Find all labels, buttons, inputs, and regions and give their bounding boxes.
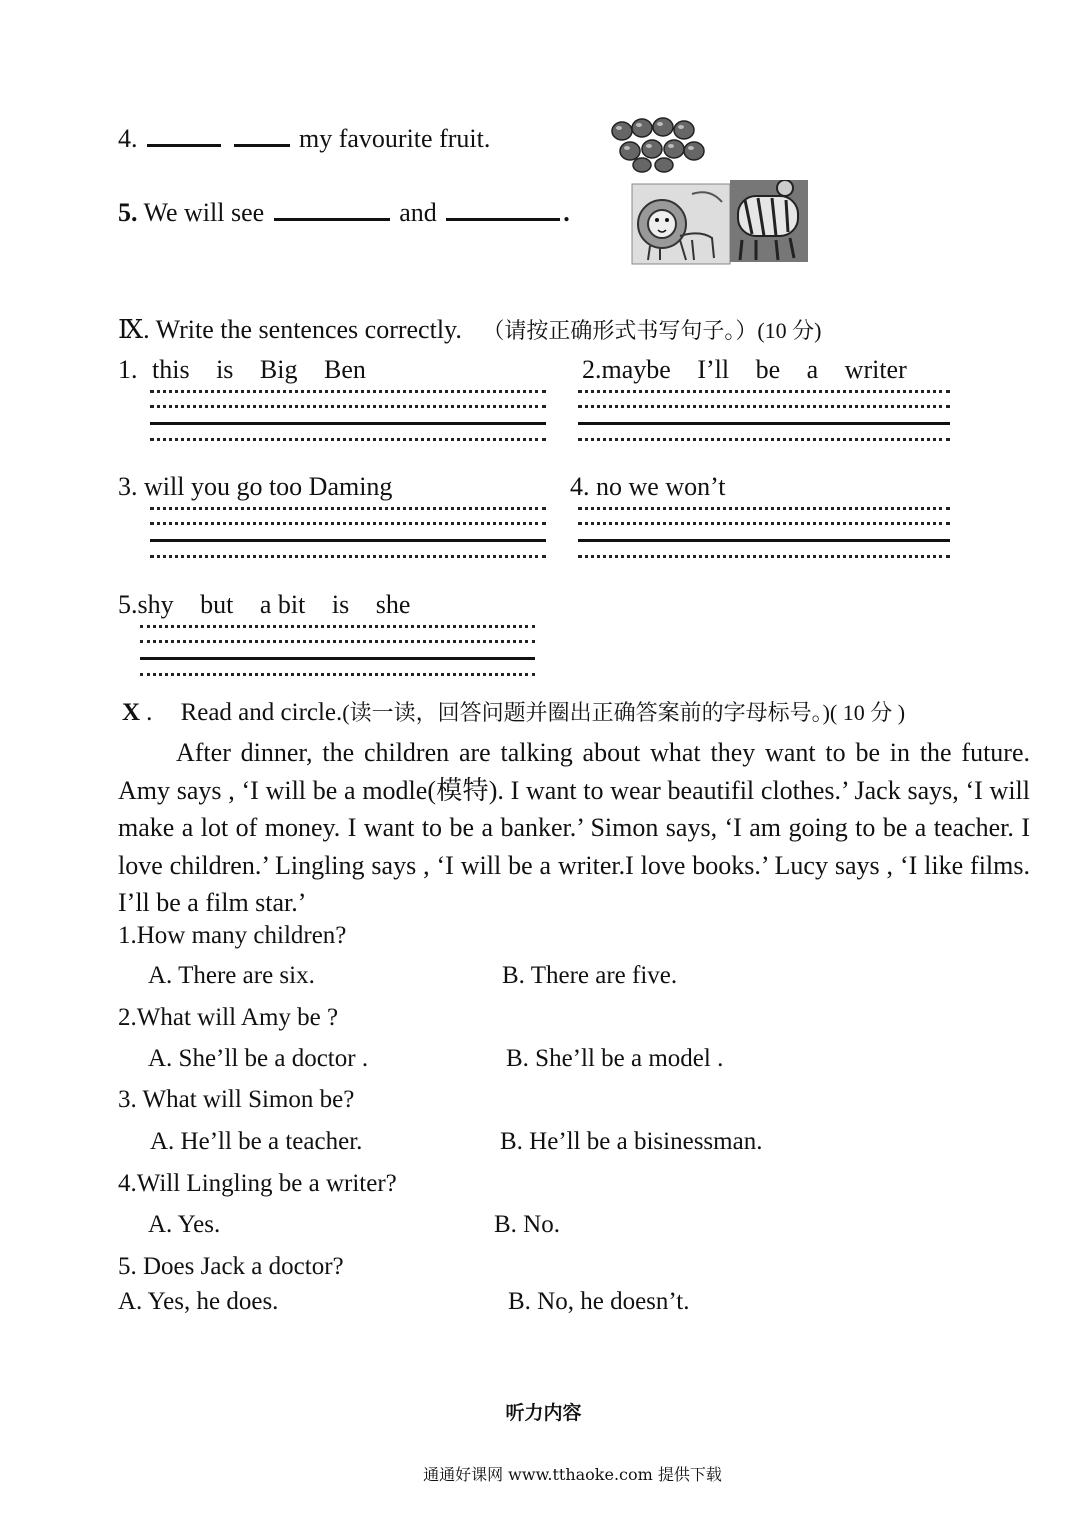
question-4: 4.Will Lingling be a writer? — [118, 1170, 397, 1197]
write-item-4-number: 4. — [570, 472, 590, 501]
q5-line — [118, 198, 570, 228]
q5-blank-1[interactable] — [274, 200, 390, 221]
word: is — [216, 355, 234, 384]
q4-text: my favourite fruit. — [299, 124, 491, 153]
listening-title: 听力内容 — [505, 1402, 582, 1424]
write-item-5 — [118, 590, 410, 620]
question-1: 1.How many children? — [118, 922, 347, 949]
section10-instruction-cn: (读一读，回答问题并圈出正确答案前的字母标号。)( 10 分 ) — [342, 700, 906, 725]
option-2a[interactable]: A. She’ll be a doctor . — [148, 1045, 369, 1072]
word: I’ll — [697, 355, 730, 384]
option-5a[interactable]: A. Yes, he does. — [118, 1288, 279, 1315]
word: shy — [137, 590, 174, 619]
option-4a[interactable]: A. Yes. — [148, 1211, 221, 1238]
word: but — [200, 590, 234, 619]
write-item-1-number: 1. — [118, 355, 138, 384]
write-item-3-number: 3. — [118, 472, 138, 501]
option-1b[interactable]: B. There are five. — [502, 962, 678, 989]
option-3a[interactable]: A. He’ll be a teacher. — [150, 1128, 363, 1155]
passage-text: After dinner, the children are talking about what they want to be in the future. Amy says , ‘I will be a modle(模特). I want to wear beautifil clothes.’ Jack says, ‘I will make a lot of money. I want to be a banker.’ Simon says, ‘I am going to be a teacher. I love children.’ Lingling says , ‘I will be a writer.I love books.’ Lucy says , ‘I like films. I’ll be a film star.’ — [118, 738, 1030, 918]
word: maybe — [601, 355, 671, 384]
write-item-5-number: 5. — [118, 590, 138, 619]
q4-blank-2[interactable] — [234, 126, 290, 147]
section10-title: Read and circle. — [180, 699, 343, 726]
word: a bit — [259, 590, 306, 619]
section9-title: . Write the sentences correctly. — [143, 315, 462, 344]
option-4b[interactable]: B. No. — [494, 1211, 560, 1238]
q4-number: 4. — [118, 124, 138, 153]
write-item-2 — [582, 355, 907, 385]
option-5b[interactable]: B. No, he doesn’t. — [508, 1288, 690, 1315]
option-1a[interactable]: A. There are six. — [148, 962, 315, 989]
question-3: 3. What will Simon be? — [118, 1086, 355, 1113]
word: be — [755, 355, 781, 384]
question-2: 2.What will Amy be ? — [118, 1004, 339, 1031]
word: a — [806, 355, 819, 384]
writing-lines-1[interactable] — [150, 390, 546, 446]
option-3b[interactable]: B. He’ll be a bisinessman. — [500, 1128, 763, 1155]
word: she — [375, 590, 411, 619]
writing-lines-5[interactable] — [140, 625, 535, 681]
section9-heading — [118, 314, 822, 345]
writing-lines-2[interactable] — [578, 390, 950, 446]
write-item-3 — [118, 472, 392, 502]
word: is — [331, 590, 350, 619]
word: Big — [259, 355, 298, 384]
footer-text: 通通好课网 www.tthaoke.com 提供下载 — [423, 1465, 722, 1484]
section10-heading: X . Read and circle.(读一读，回答问题并圈出正确答案前的字母标号。)( 10 分 ) — [122, 699, 906, 726]
q5-blank-2[interactable] — [446, 200, 560, 221]
word: writer — [844, 355, 907, 384]
q4-blank-1[interactable] — [147, 126, 221, 147]
q5-text-pre: We will see — [143, 198, 265, 227]
question-5: 5. Does Jack a doctor? — [118, 1253, 344, 1280]
q5-number: 5. — [118, 198, 138, 227]
writing-lines-4[interactable] — [578, 507, 950, 563]
q4-line — [118, 124, 490, 154]
writing-lines-3[interactable] — [150, 507, 546, 563]
write-item-4 — [570, 472, 726, 502]
word: Ben — [324, 355, 366, 384]
q5-text-mid: and — [399, 198, 437, 227]
write-item-2-number: 2. — [582, 355, 602, 384]
section9-number: Ⅸ — [118, 315, 144, 344]
reading-passage — [118, 734, 1030, 922]
lion-tiger-picture — [630, 180, 810, 266]
section10-number: X — [122, 699, 141, 726]
option-2b[interactable]: B. She’ll be a model . — [506, 1045, 724, 1072]
write-item-1 — [118, 355, 366, 385]
write-item-4-text: no we won’t — [596, 472, 726, 501]
section9-instruction-cn: （请按正确形式书写句子。）(10 分) — [482, 318, 822, 343]
word: this — [152, 355, 190, 384]
q5-period: . — [563, 198, 570, 227]
write-item-3-text: will you go too Daming — [144, 472, 393, 501]
fruit-picture — [608, 115, 706, 173]
